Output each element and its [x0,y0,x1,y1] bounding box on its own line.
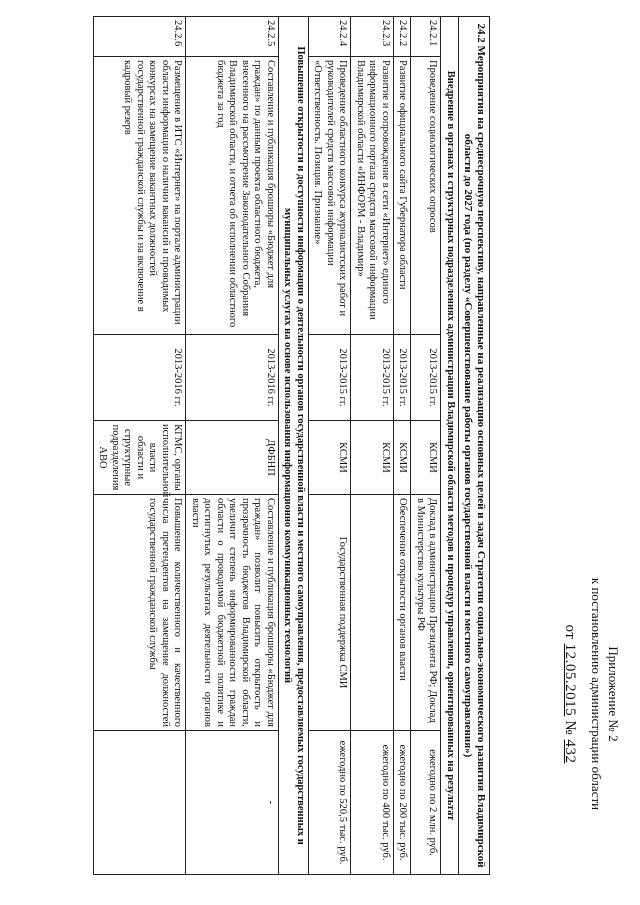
measure-result: Доклад в администрацию Президента РФ; Доклад в Министерство культуры РФ [411,495,441,731]
date-line [561,514,578,874]
measure-name: Развитие и сопровождение в сети «Интернет» единого информационного портала средств массовой информации Владимирской области «ИНФОРМ - Владимир» [351,57,394,335]
measure-result: Обеспечение открытости органов власти [394,495,412,731]
table-row [309,17,352,875]
measure-finance: ежегодно по 2 млн. руб. [411,731,441,875]
section-row [279,17,309,875]
section-title: Внедрение в органах и структурных подразделениях администрации Владимирской области методов и процедур управления, ориентированных на результат [441,17,459,875]
measure-name: Составление и публикация брошюры «Бюджет для граждан» по данным проекта областного бюджета, внесенного на рассмотрение Законодательного Собрания Владимирской области, и отчета об исполнении областного бюджета за год [186,57,279,335]
table-row [186,17,279,875]
measures-table [93,16,490,875]
measure-executor: КСМИ [411,421,441,495]
measure-name: Проведение областного конкурса журналистских работ и руководителей средств массовой информации «Ответственность. Позиция. Признание» [309,57,352,335]
measure-finance: ежегодно по 400 тыс. руб. [351,731,394,875]
document-header [561,514,622,874]
row-number: 24.2.3 [351,17,394,57]
measure-result [351,495,394,731]
table-row [394,17,412,875]
measure-period: 2013-2016 гг. [94,335,187,421]
measure-period: 2013-2016 гг. [186,335,279,421]
table-title-row [459,17,490,875]
measure-executor: КСМИ [309,421,352,495]
resolution-label: к постановлению администрации области [589,577,604,811]
measure-result: Повышение количественного и качественного числа претендентов на замещение должностей государственной гражданской службы [94,495,187,731]
row-number: 24.2.6 [94,17,187,57]
table-row [351,17,394,875]
section-row [441,17,459,875]
measure-name: Развитие официального сайта Губернатора области [394,57,412,335]
table-title: 24.2 Мероприятия на среднесрочную перспективу, направленные на реализацию основных целей и задач Стратегии социально-экономического развития Владимирской области до 2027 года (по разделу «Совершенствование работы органов государственной власти и местного самоуправления») [459,17,490,875]
row-number: 24.2.2 [394,17,412,57]
appendix-label: Приложение № 2 [606,646,621,742]
resolution-date: 12.05.2015 [562,643,578,717]
section-title: Повышение открытости и доступности информации о деятельности органов государственной власти и местного самоуправления, предоставляемых государственных и муниципальных услугах на основе использования информационно коммуникационных технологий [279,17,309,875]
measure-executor: КСМИ [394,421,412,495]
row-number: 24.2.5 [186,17,279,57]
measure-executor: КГМС, органы исполнительной власти области и структурные подразделения АВО [94,421,187,495]
measure-name: Размещение в ИТС «Интернет» на портале администрации области информации о наличии вакансий и проводимых конкурсах на замещение вакантных должностей государственной гражданской службы и на включение в кадровый резерв [94,57,187,335]
row-number: 24.2.4 [309,17,352,57]
number-sign: № [562,720,578,736]
table-row [94,17,187,875]
resolution-number: 432 [562,739,578,764]
measure-finance: - [186,731,279,875]
measure-finance: ежегодно по 200 тыс. руб. [394,731,412,875]
row-number: 24.2.1 [411,17,441,57]
date-prefix: от [562,624,578,640]
measure-period: 2013-2015 гг. [351,335,394,421]
rotated-sheet [10,6,630,886]
measure-finance [94,731,187,875]
measure-executor: КСМИ [351,421,394,495]
measure-period: 2013-2015 гг. [394,335,412,421]
measure-result: Составление и публикация брошюры «Бюджет для граждан» позволит повысить открытость и прозрачность бюджетов Владимирской области, увеличит степень информированности граждан области о проводимой бюджетной политике и достигнутых результатах деятельности органов власти [186,495,279,731]
measure-period: 2013-2015 гг. [309,335,352,421]
measure-period: 2013-2015 гг. [411,335,441,421]
table-row [411,17,441,875]
measure-finance: ежегодно по 520,5 тыс. руб. [309,731,352,875]
measure-executor: ДФБНП [186,421,279,495]
measure-name: Проведение социологических опросов [411,57,441,335]
measure-result: Государственная поддержка СМИ [309,495,352,731]
